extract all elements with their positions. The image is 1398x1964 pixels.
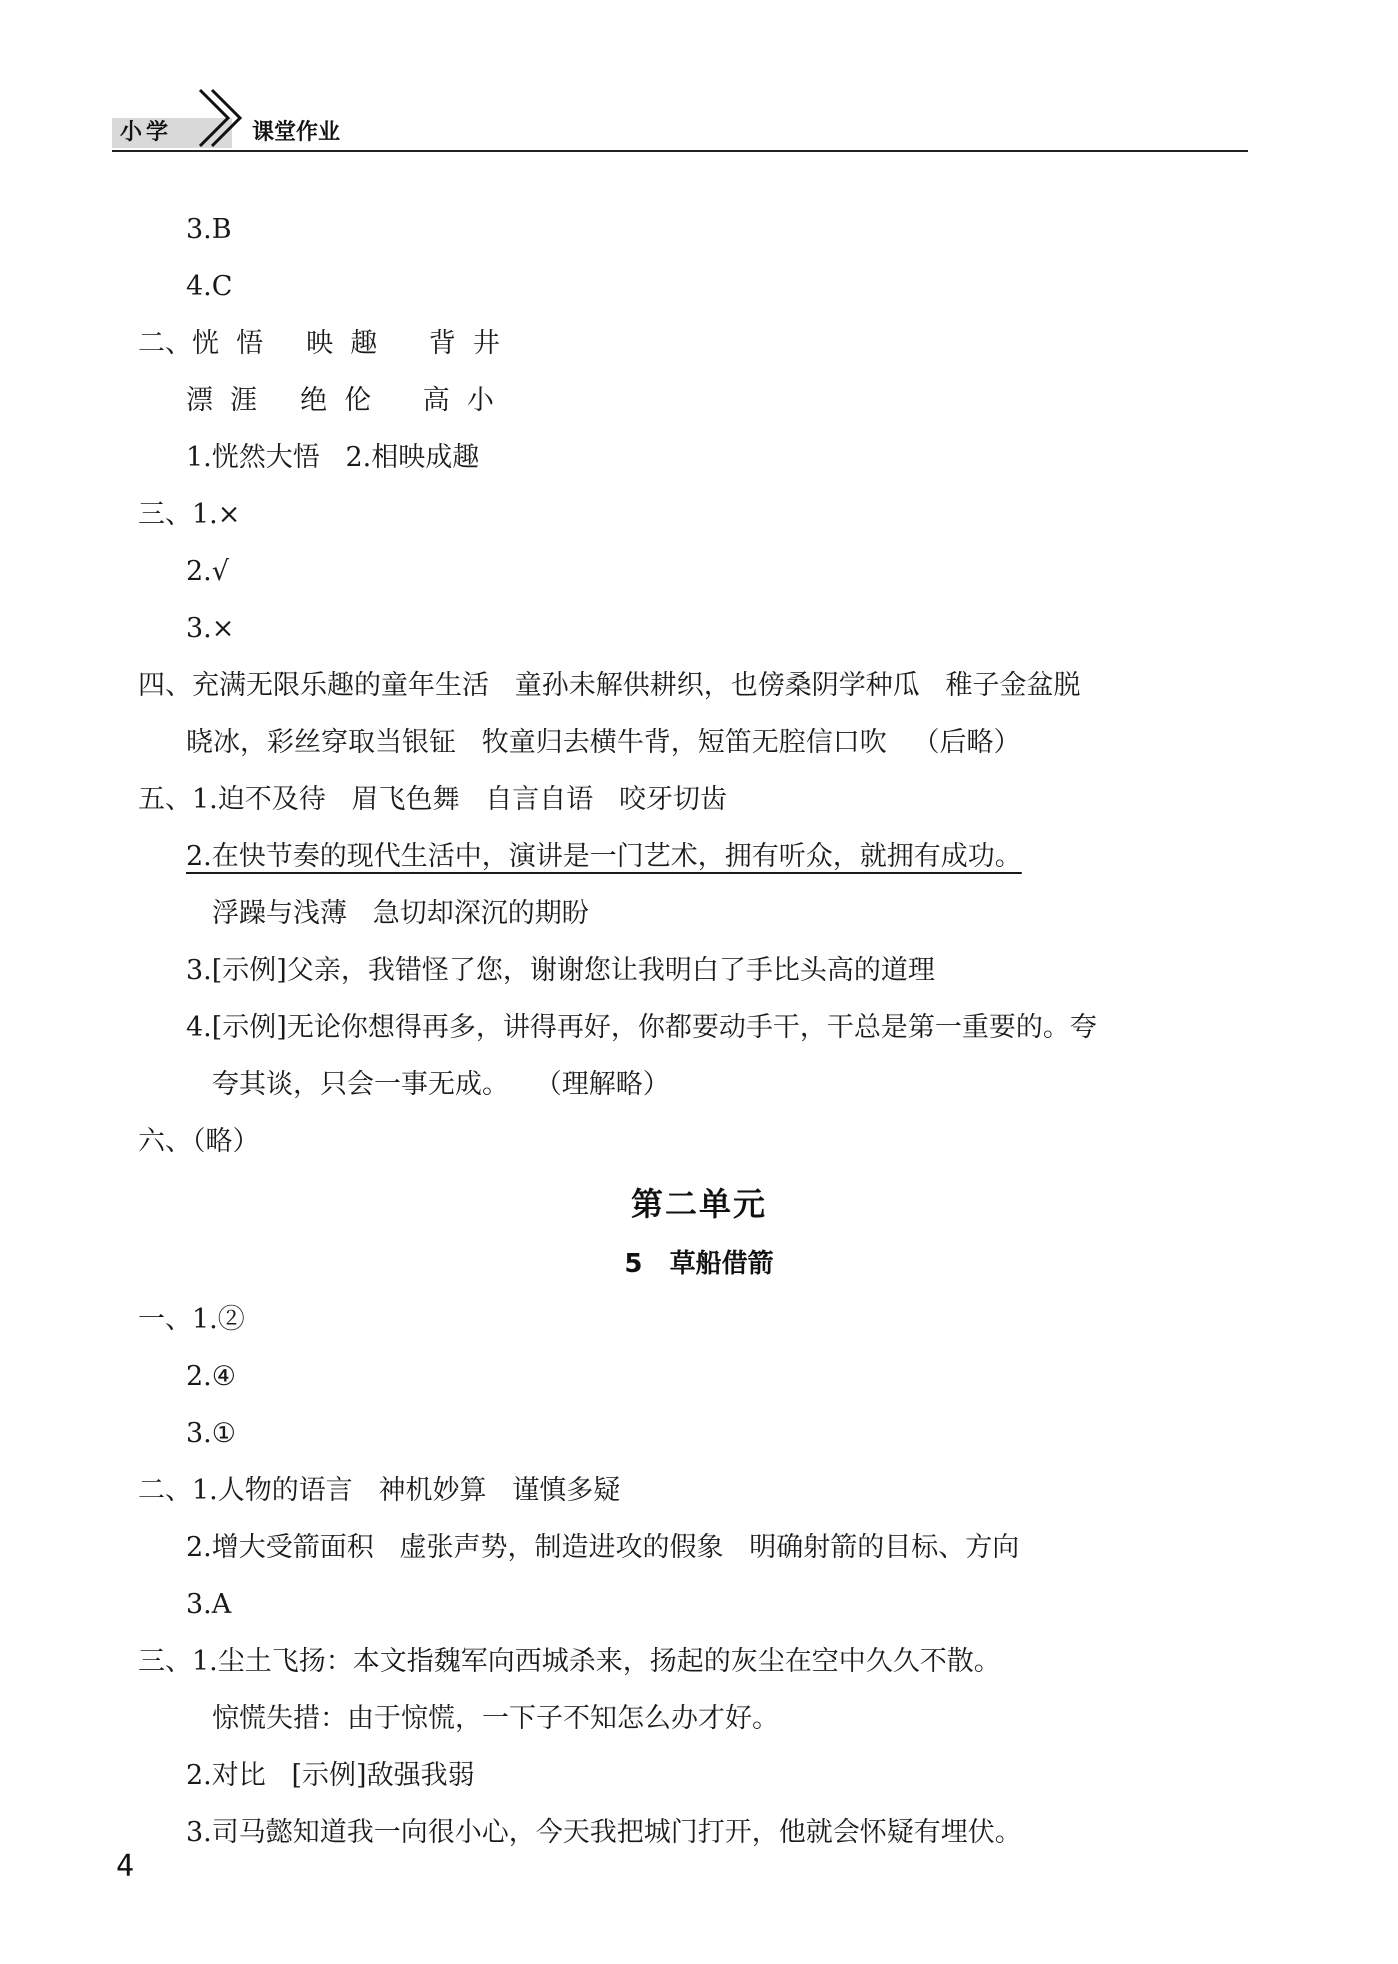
lesson-title: 5 草船借箭 bbox=[624, 1249, 774, 1279]
answer-line: 三、1.× bbox=[138, 499, 241, 530]
answer-line: 4.[示例]无论你想得再多，讲得再好，你都要动手干，干总是第一重要的。夸 bbox=[186, 1012, 1097, 1043]
answer-line: 惊慌失措：由于惊慌，一下子不知怎么办才好。 bbox=[212, 1703, 779, 1734]
answer-line: 2.对比 [示例]敌强我弱 bbox=[186, 1760, 475, 1791]
answer-line: 2.④ bbox=[186, 1361, 236, 1392]
page-header bbox=[112, 88, 1248, 152]
answer-line: 浮躁与浅薄 急切却深沉的期盼 bbox=[212, 898, 589, 929]
answer-line: 五、1.迫不及待 眉飞色舞 自言自语 咬牙切齿 bbox=[138, 784, 728, 815]
answer-line: 2.√ bbox=[186, 556, 229, 587]
answer-line: 3.× bbox=[186, 613, 235, 644]
answer-line: 夸其谈，只会一事无成。 （理解略） bbox=[212, 1069, 670, 1100]
answer-line: 二、恍 悟 映 趣 背 井 bbox=[138, 328, 500, 359]
answer-line: 3.① bbox=[186, 1418, 236, 1449]
answer-line: 六、（略） bbox=[138, 1126, 260, 1157]
answer-line: 3.司马懿知道我一向很小心，今天我把城门打开，他就会怀疑有埋伏。 bbox=[186, 1817, 1022, 1848]
answer-line: 漂 涯 绝 伦 高 小 bbox=[186, 385, 494, 416]
answer-line: 4.C bbox=[186, 271, 233, 302]
header-school-level: 小学 bbox=[120, 120, 173, 145]
answer-line: 2.增大受箭面积 虚张声势，制造进攻的假象 明确射箭的目标、方向 bbox=[186, 1532, 1020, 1563]
header-book-title: 课堂作业 bbox=[252, 120, 341, 145]
answer-line: 3.A bbox=[186, 1589, 232, 1620]
page-number: 4 bbox=[116, 1849, 135, 1884]
answer-line: 晓冰，彩丝穿取当银钲 牧童归去横牛背，短笛无腔信口吹 （后略） bbox=[186, 727, 1021, 758]
answer-line: 四、充满无限乐趣的童年生活 童孙未解供耕织，也傍桑阴学种瓜 稚子金盆脱 bbox=[138, 670, 1081, 701]
unit-title: 第二单元 bbox=[630, 1185, 767, 1223]
answer-line: 3.[示例]父亲，我错怪了您，谢谢您让我明白了手比头高的道理 bbox=[186, 955, 935, 986]
answer-line: 三、1.尘土飞扬：本文指魏军向西城杀来，扬起的灰尘在空中久久不散。 bbox=[138, 1646, 1001, 1677]
answer-line: 1.恍然大悟 2.相映成趣 bbox=[186, 442, 480, 473]
answer-line: 一、1.② bbox=[138, 1304, 245, 1335]
header-rule bbox=[112, 150, 1248, 152]
answer-line-underlined: 2.在快节奏的现代生活中，演讲是一门艺术，拥有听众，就拥有成功。 bbox=[186, 841, 1022, 872]
answer-line: 二、1.人物的语言 神机妙算 谨慎多疑 bbox=[138, 1475, 621, 1506]
answer-line: 3.B bbox=[186, 214, 232, 245]
double-chevron-icon bbox=[192, 88, 252, 150]
